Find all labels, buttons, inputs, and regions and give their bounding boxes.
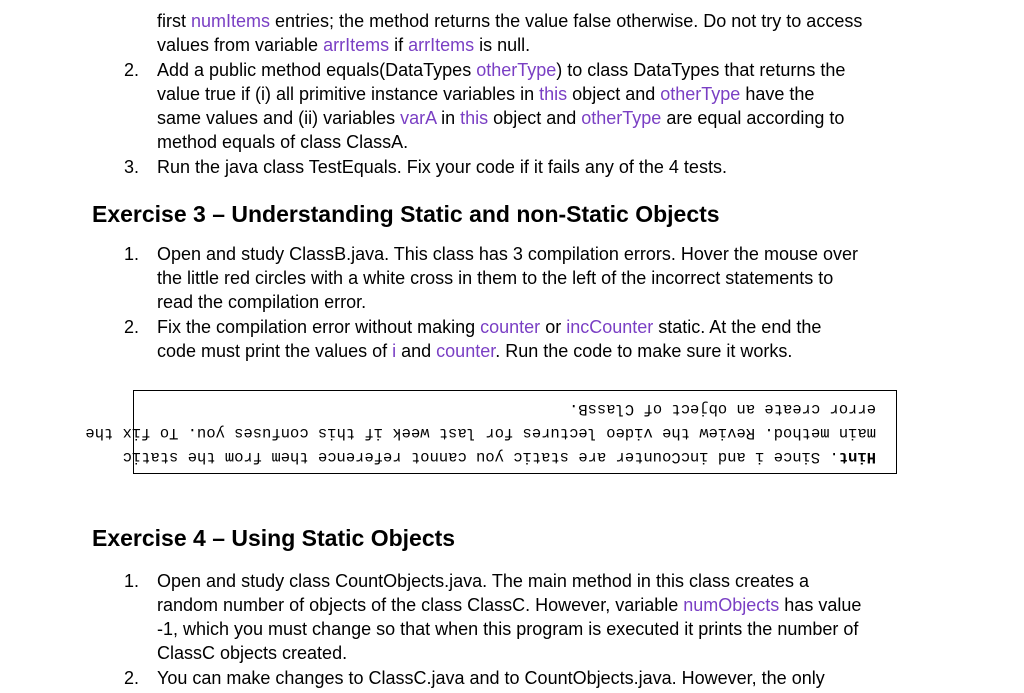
list-number: 2. [124, 317, 140, 337]
list-number: 2. [124, 60, 140, 80]
list-number: 2. [124, 668, 140, 688]
keyword-i: i [392, 341, 397, 361]
hint-line-2: main method. Review the video lectures for last week if this confuses you. To fix the [85, 424, 876, 442]
keyword-this: this [539, 84, 568, 104]
keyword-otherType: otherType [581, 108, 662, 128]
ex4-item1-line-2: random number of objects of the class ClassC. However, variable numObjects has value [157, 595, 862, 615]
keyword-counter: counter [480, 317, 541, 337]
keyword-numItems: numItems [191, 11, 271, 31]
keyword-this: this [460, 108, 489, 128]
keyword-otherType: otherType [660, 84, 741, 104]
ex3-item2-line-2: code must print the values of i and counter. Run the code to make sure it works. [157, 341, 793, 361]
list-number: 3. [124, 157, 140, 177]
intro-line-2: values from variable arrItems if arrItems is null. [157, 35, 531, 55]
keyword-otherType: otherType [476, 60, 557, 80]
ex4-item1-line-3: -1, which you must change so that when this program is executed it prints the number of [157, 619, 859, 639]
intro-line-1: first numItems entries; the method returns the value false otherwise. Do not try to access [157, 11, 863, 31]
ex3-item2-line-1: Fix the compilation error without making counter or incCounter static. At the end the [157, 317, 822, 337]
ex3-item1-line-3: read the compilation error. [157, 292, 367, 312]
hint-label: Hint [838, 448, 876, 466]
keyword-incCounter: incCounter [566, 317, 654, 337]
keyword-counter: counter [436, 341, 496, 361]
hint-box [85, 390, 897, 474]
ex4-item1-line-1: Open and study class CountObjects.java. The main method in this class creates a [157, 571, 809, 591]
list-number: 1. [124, 244, 140, 264]
ex2-item2-line-3: same values and (ii) variables varA in this object and otherType are equal according to [157, 108, 845, 128]
hint-line-3: error create an object of ClassB. [569, 400, 876, 418]
keyword-numObjects: numObjects [683, 595, 780, 615]
keyword-varA: varA [400, 108, 437, 128]
exercise-4-heading: Exercise 4 – Using Static Objects [92, 525, 456, 551]
ex2-item2-line-1: Add a public method equals(DataTypes otherType) to class DataTypes that returns the [157, 60, 846, 80]
keyword-arrItems: arrItems [408, 35, 475, 55]
ex3-item1-line-1: Open and study ClassB.java. This class has 3 compilation errors. Hover the mouse over [157, 244, 858, 264]
ex2-item2-line-2: value true if (i) all primitive instance variables in this object and otherType have the [157, 84, 815, 104]
keyword-arrItems: arrItems [323, 35, 390, 55]
ex4-item1-line-4: ClassC objects created. [157, 643, 348, 663]
ex2-item3-line-1: Run the java class TestEquals. Fix your code if it fails any of the 4 tests. [157, 157, 727, 177]
ex2-item2-line-4: method equals of class ClassA. [157, 132, 409, 152]
hint-rotated-content [85, 391, 896, 473]
exercise-3-heading: Exercise 3 – Understanding Static and non-Static Objects [92, 201, 720, 227]
ex3-item1-line-2: the little red circles with a white cross in them to the left of the incorrect statements to [157, 268, 834, 288]
list-number: 1. [124, 571, 140, 591]
hint-line-1: Hint. Since i and incCounter are static you cannot reference them from the static [122, 448, 876, 466]
ex4-item2-line-1: You can make changes to ClassC.java and to CountObjects.java. However, the only [157, 668, 825, 688]
